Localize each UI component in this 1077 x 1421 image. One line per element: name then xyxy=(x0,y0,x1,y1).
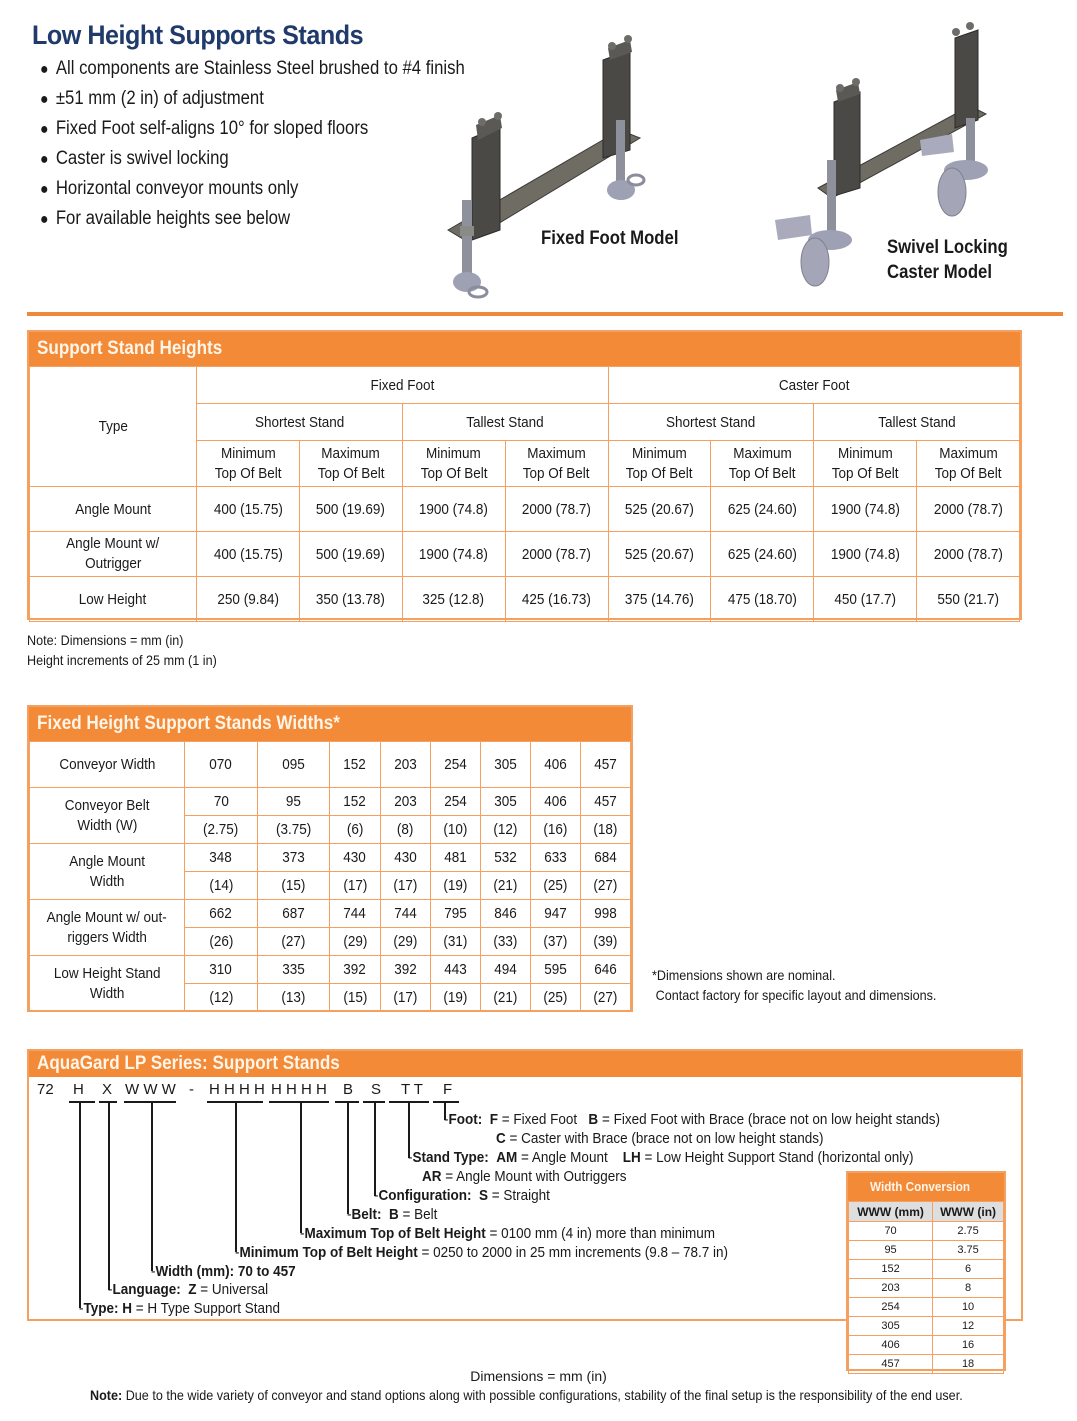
table-cell: 095 xyxy=(257,742,330,788)
feature-item: ● Fixed Foot self-aligns 10° for sloped floors xyxy=(40,114,465,144)
table-cell: 203 xyxy=(380,742,430,788)
column-header: Minimum Top Of Belt xyxy=(608,441,711,487)
part-code-string xyxy=(29,1081,1021,1111)
table-cell: 16 xyxy=(933,1336,1004,1355)
table-cell: 348 xyxy=(185,844,258,872)
table-cell: (39) xyxy=(580,928,630,956)
leader-line xyxy=(374,1102,376,1196)
table-cell: 430 xyxy=(330,844,380,872)
table-cell: 18 xyxy=(933,1355,1004,1374)
table-row xyxy=(30,900,631,928)
table-cell: 998 xyxy=(580,900,630,928)
table-cell: (6) xyxy=(330,816,380,844)
panel-title: Fixed Height Support Stands Widths* xyxy=(29,707,631,741)
code-segment: H xyxy=(73,1081,84,1098)
legend-language: -Language: Z = Universal xyxy=(108,1281,269,1298)
feature-item: ● All components are Stainless Steel brushed to #4 finish xyxy=(40,54,465,84)
code-segment: H H H H xyxy=(271,1081,327,1098)
legend-max-height: -Maximum Top of Belt Height = 0100 mm (4 in) more than minimum xyxy=(300,1225,715,1242)
table-cell: (2.75) xyxy=(185,816,258,844)
table-row xyxy=(849,1336,1004,1355)
feature-item: ● ±51 mm (2 in) of adjustment xyxy=(40,84,465,114)
table-cell: 450 (17.7) xyxy=(814,577,917,622)
subgroup-header: Shortest Stand xyxy=(197,404,403,441)
width-conversion-table xyxy=(848,1201,1004,1374)
column-header: Maximum Top Of Belt xyxy=(299,441,402,487)
table-cell: (10) xyxy=(430,816,480,844)
row-label: Angle Mount Width xyxy=(30,844,185,900)
leader-line xyxy=(235,1102,237,1252)
subgroup-header: Shortest Stand xyxy=(608,404,814,441)
table-cell: 595 xyxy=(530,956,580,984)
table-cell: (27) xyxy=(257,928,330,956)
table-cell: 406 xyxy=(530,742,580,788)
fixed-foot-stand-illustration xyxy=(440,30,660,310)
table-cell: 152 xyxy=(330,742,380,788)
table-cell: 406 xyxy=(849,1336,933,1355)
table-cell: 254 xyxy=(430,742,480,788)
table-cell: 70 xyxy=(185,788,258,816)
table-cell: (19) xyxy=(430,984,480,1012)
feature-item: ● For available heights see below xyxy=(40,204,465,234)
table-cell: 2000 (78.7) xyxy=(505,487,608,532)
table-cell: (17) xyxy=(380,872,430,900)
table-row xyxy=(30,844,631,872)
table-cell: 532 xyxy=(480,844,530,872)
legend-belt: -Belt: B = Belt xyxy=(347,1206,438,1223)
table-cell: 744 xyxy=(330,900,380,928)
table-cell: 2.75 xyxy=(933,1222,1004,1241)
table-cell: 152 xyxy=(849,1260,933,1279)
leader-line xyxy=(300,1102,302,1233)
table-cell: 430 xyxy=(380,844,430,872)
table-row xyxy=(849,1241,1004,1260)
table-row xyxy=(849,1279,1004,1298)
fixed-foot-model-label: Fixed Foot Model xyxy=(541,228,679,249)
widths-footnote: *Dimensions shown are nominal. Contact factory for specific layout and dimensions. xyxy=(652,967,937,1003)
table-cell: (25) xyxy=(530,872,580,900)
bullet-icon: ● xyxy=(40,211,49,228)
table-cell: 525 (20.67) xyxy=(608,532,711,577)
code-segment: F xyxy=(443,1081,453,1098)
heights-note: Note: Dimensions = mm (in) Height increments of 25 mm (1 in) xyxy=(27,632,217,668)
row-label: Angle Mount w/ out- riggers Width xyxy=(30,900,185,956)
table-cell: (14) xyxy=(185,872,258,900)
leader-line xyxy=(79,1102,81,1308)
table-cell: 203 xyxy=(380,788,430,816)
legend-stand-type-ar: AR = Angle Mount with Outriggers xyxy=(422,1168,627,1185)
bullet-icon: ● xyxy=(40,181,49,198)
table-cell: 500 (19.69) xyxy=(299,532,402,577)
table-cell: 203 xyxy=(849,1279,933,1298)
column-header: Maximum Top Of Belt xyxy=(505,441,608,487)
table-cell: 443 xyxy=(430,956,480,984)
table-cell: 2000 (78.7) xyxy=(917,532,1020,577)
table-cell: 375 (14.76) xyxy=(608,577,711,622)
table-cell: (33) xyxy=(480,928,530,956)
table-cell: 1900 (74.8) xyxy=(402,532,505,577)
table-cell: 475 (18.70) xyxy=(711,577,814,622)
table-row xyxy=(30,487,1020,532)
table-cell: 305 xyxy=(849,1317,933,1336)
code-segment: 72 xyxy=(37,1081,54,1098)
table-cell: 070 xyxy=(185,742,258,788)
table-cell: 425 (16.73) xyxy=(505,577,608,622)
table-cell: 457 xyxy=(580,742,630,788)
table-cell: (21) xyxy=(480,872,530,900)
leader-line xyxy=(151,1102,153,1271)
table-row xyxy=(30,577,1020,622)
table-cell: 12 xyxy=(933,1317,1004,1336)
table-cell: 494 xyxy=(480,956,530,984)
column-header: Minimum Top Of Belt xyxy=(814,441,917,487)
section-divider xyxy=(27,312,1063,316)
bullet-icon: ● xyxy=(40,91,49,108)
table-cell: (37) xyxy=(530,928,580,956)
code-segment: - xyxy=(189,1081,194,1098)
width-conversion-panel xyxy=(846,1171,1006,1371)
leader-line xyxy=(108,1102,110,1290)
table-cell: 684 xyxy=(580,844,630,872)
table-cell: (16) xyxy=(530,816,580,844)
table-cell: 947 xyxy=(530,900,580,928)
table-cell: 3.75 xyxy=(933,1241,1004,1260)
table-cell: (26) xyxy=(185,928,258,956)
table-cell: 1900 (74.8) xyxy=(402,487,505,532)
table-cell: (31) xyxy=(430,928,480,956)
column-header: WWW (in) xyxy=(933,1202,1004,1222)
table-row xyxy=(30,788,631,816)
support-stand-heights-panel xyxy=(27,330,1022,620)
column-header: WWW (mm) xyxy=(849,1202,933,1222)
table-cell: 481 xyxy=(430,844,480,872)
table-cell: 2000 (78.7) xyxy=(505,532,608,577)
table-cell: 500 (19.69) xyxy=(299,487,402,532)
subgroup-header: Tallest Stand xyxy=(402,404,608,441)
code-segment: W W W xyxy=(125,1081,176,1098)
table-cell: 633 xyxy=(530,844,580,872)
table-cell: 400 (15.75) xyxy=(197,532,300,577)
table-cell: 95 xyxy=(257,788,330,816)
table-cell: 70 xyxy=(849,1222,933,1241)
disclaimer-note: Note: Due to the wide variety of conveyor and stand options along with possible configurations, stability of the final setup is the responsibility of the end user. xyxy=(90,1387,963,1403)
type-header: Type xyxy=(30,367,197,487)
table-cell: (19) xyxy=(430,872,480,900)
table-cell: 8 xyxy=(933,1279,1004,1298)
table-cell: (25) xyxy=(530,984,580,1012)
column-header: Minimum Top Of Belt xyxy=(197,441,300,487)
table-cell: (15) xyxy=(257,872,330,900)
feature-item: ● Caster is swivel locking xyxy=(40,144,465,174)
support-stand-widths-panel xyxy=(27,705,633,1012)
table-cell: (27) xyxy=(580,984,630,1012)
table-cell: 152 xyxy=(330,788,380,816)
legend-stand-type: -Stand Type: AM = Angle Mount LH = Low Height Support Stand (horizontal only) xyxy=(408,1149,914,1166)
table-cell: (29) xyxy=(380,928,430,956)
page-title: Low Height Supports Stands xyxy=(32,20,364,50)
legend-min-height: -Minimum Top of Belt Height = 0250 to 2000 in 25 mm increments (9.8 – 78.7 in) xyxy=(235,1244,729,1261)
table-cell: 254 xyxy=(849,1298,933,1317)
row-label: Low Height Stand Width xyxy=(30,956,185,1012)
legend-width: -Width (mm): 70 to 457 xyxy=(151,1263,296,1280)
table-cell: 392 xyxy=(380,956,430,984)
table-cell: (18) xyxy=(580,816,630,844)
table-cell: (17) xyxy=(380,984,430,1012)
table-row xyxy=(849,1317,1004,1336)
table-cell: 406 xyxy=(530,788,580,816)
code-segment: H H H H xyxy=(209,1081,265,1098)
table-cell: 457 xyxy=(849,1355,933,1374)
table-cell: 662 xyxy=(185,900,258,928)
table-cell: 744 xyxy=(380,900,430,928)
table-cell: (12) xyxy=(480,816,530,844)
table-cell: 335 xyxy=(257,956,330,984)
table-cell: 457 xyxy=(580,788,630,816)
panel-title: AquaGard LP Series: Support Stands xyxy=(29,1051,1021,1077)
row-label: Angle Mount xyxy=(30,487,197,532)
table-cell: 10 xyxy=(933,1298,1004,1317)
bullet-icon: ● xyxy=(40,121,49,138)
leader-line xyxy=(347,1102,349,1214)
group-header: Caster Foot xyxy=(608,367,1020,404)
bullet-icon: ● xyxy=(40,61,49,78)
table-row xyxy=(30,956,631,984)
panel-title: Width Conversion xyxy=(848,1173,1004,1201)
table-cell: 305 xyxy=(480,742,530,788)
table-cell: 846 xyxy=(480,900,530,928)
column-header: Maximum Top Of Belt xyxy=(917,441,1020,487)
table-cell: (13) xyxy=(257,984,330,1012)
row-label: Conveyor Belt Width (W) xyxy=(30,788,185,844)
panel-title: Support Stand Heights xyxy=(29,332,1020,366)
table-cell: 687 xyxy=(257,900,330,928)
row-label: Low Height xyxy=(30,577,197,622)
table-cell: (17) xyxy=(330,872,380,900)
table-cell: 400 (15.75) xyxy=(197,487,300,532)
table-cell: (12) xyxy=(185,984,258,1012)
table-cell: 795 xyxy=(430,900,480,928)
table-row xyxy=(849,1222,1004,1241)
table-cell: 646 xyxy=(580,956,630,984)
table-row xyxy=(30,742,631,788)
dimensions-note: Dimensions = mm (in) xyxy=(470,1368,607,1384)
table-cell: 1900 (74.8) xyxy=(814,532,917,577)
feature-item: ● Horizontal conveyor mounts only xyxy=(40,174,465,204)
table-row xyxy=(30,532,1020,577)
code-segment: X xyxy=(102,1081,113,1098)
legend-type: -Type: H = H Type Support Stand xyxy=(79,1300,280,1317)
table-cell: 250 (9.84) xyxy=(197,577,300,622)
table-cell: 392 xyxy=(330,956,380,984)
table-cell: 1900 (74.8) xyxy=(814,487,917,532)
table-cell: (27) xyxy=(580,872,630,900)
code-segment: S xyxy=(371,1081,382,1098)
code-segment: T T xyxy=(401,1081,423,1098)
legend-foot: -Foot: F = Fixed Foot B = Fixed Foot with Brace (brace not on low height stands) xyxy=(444,1111,940,1128)
table-cell: (3.75) xyxy=(257,816,330,844)
table-cell: 325 (12.8) xyxy=(402,577,505,622)
bullet-icon: ● xyxy=(40,151,49,168)
table-cell: 95 xyxy=(849,1241,933,1260)
table-cell: 550 (21.7) xyxy=(917,577,1020,622)
table-cell: 6 xyxy=(933,1260,1004,1279)
table-cell: 525 (20.67) xyxy=(608,487,711,532)
table-cell: (8) xyxy=(380,816,430,844)
column-header: Maximum Top Of Belt xyxy=(711,441,814,487)
table-cell: (15) xyxy=(330,984,380,1012)
table-cell: 2000 (78.7) xyxy=(917,487,1020,532)
subgroup-header: Tallest Stand xyxy=(814,404,1020,441)
group-header: Fixed Foot xyxy=(197,367,609,404)
support-stand-heights-table xyxy=(29,366,1020,622)
table-row xyxy=(849,1260,1004,1279)
support-stand-widths-table xyxy=(29,741,631,1012)
table-cell: 373 xyxy=(257,844,330,872)
table-cell: 625 (24.60) xyxy=(711,532,814,577)
code-segment: B xyxy=(343,1081,354,1098)
column-header: Minimum Top Of Belt xyxy=(402,441,505,487)
legend-configuration: -Configuration: S = Straight xyxy=(374,1187,550,1204)
row-label: Angle Mount w/ Outrigger xyxy=(30,532,197,577)
table-cell: (21) xyxy=(480,984,530,1012)
table-cell: 254 xyxy=(430,788,480,816)
table-cell: 305 xyxy=(480,788,530,816)
table-row xyxy=(849,1298,1004,1317)
table-cell: 625 (24.60) xyxy=(711,487,814,532)
legend-foot-caster: C = Caster with Brace (brace not on low height stands) xyxy=(496,1130,824,1147)
table-cell: 310 xyxy=(185,956,258,984)
table-cell: (29) xyxy=(330,928,380,956)
row-label: Conveyor Width xyxy=(30,742,185,788)
table-cell: 350 (13.78) xyxy=(299,577,402,622)
caster-model-label: Swivel Locking Caster Model xyxy=(887,237,1008,283)
